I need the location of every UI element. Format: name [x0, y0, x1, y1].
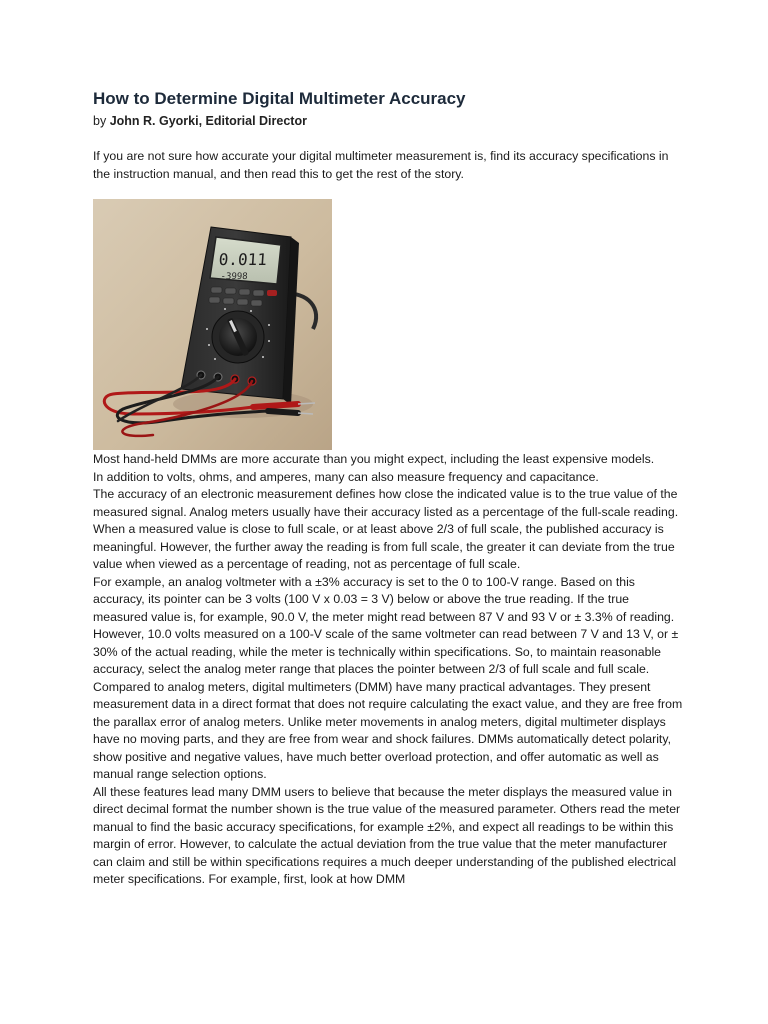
article	[93, 88, 683, 889]
body-paragraph: Compared to analog meters, digital multimeters (DMM) have many practical advantages. They present measurement data in a direct format that does not require calculating the exact value, and they are free from the parallax error of analog meters. Unlike meter movements in analog meters, digital multimeter displays have no moving parts, and they are free from wear and shock failures. DMMs automatically detect polarity, show positive and negative values, have much better overload protection, and offer automatic as well as manual range selection options.	[93, 679, 683, 781]
body-paragraph: Most hand-held DMMs are more accurate than you might expect, including the least expensive models.	[93, 452, 655, 466]
display-reading: 0.011	[218, 250, 268, 269]
body-paragraph: In addition to volts, ohms, and amperes, many can also measure frequency and capacitance.	[93, 469, 599, 484]
byline	[93, 113, 683, 129]
author-name: John R. Gyorki, Editorial Director	[109, 114, 307, 128]
intro-paragraph: If you are not sure how accurate your digital multimeter measurement is, find its accuracy specifications in the instruction manual, and then read this to get the rest of the story.	[93, 149, 669, 181]
body-paragraph: The accuracy of an electronic measurement defines how close the indicated value is to the true value of the measured signal. Analog meters usually have their accuracy listed as a percentage of the full-scale reading. When a measured value is close to full scale, or at least above 2/3 of full scale, the published accuracy is meaningful. However, the further away the reading is from full scale, the greater it can deviate from the true value when viewed as a percentage of reading, not as percentage of full scale.	[93, 487, 679, 571]
body-paragraph: For example, an analog voltmeter with a ±3% accuracy is set to the 0 to 100-V range. Based on this accuracy, its pointer can be 3 volts (100 V x 0.03 = 3 V) below or above the true reading. If the true measured value is, for example, 90.0 V, the meter might read between 87 V and 93 V or ± 3.3% of reading. However, 10.0 volts measured on a 100-V scale of the same voltmeter can read between 7 V and 13 V, or ± 30% of the actual reading, while the meter is technically within specifications. So, to maintain reasonable accuracy, select the analog meter range that places the pointer between 2/3 of full scale and full scale.	[93, 574, 679, 676]
multimeter-photo	[93, 199, 332, 450]
article-body	[93, 451, 683, 889]
display-sub-reading: -3998	[220, 272, 248, 282]
body-paragraph: All these features lead many DMM users to believe that because the meter displays the measured value in direct decimal format the number shown is the true value of the measured parameter. Others read the meter manual to find the basic accuracy specifications, for example ±2%, and expect all readings to be within this margin of error. However, to calculate the actual deviation from the true value that the meter manufacturer can claim and still be within specifications requires a much deeper understanding of the published electrical meter specifications. For example, first, look at how DMM	[93, 784, 681, 886]
article-title: How to Determine Digital Multimeter Accuracy	[93, 89, 466, 108]
byline-prefix: by	[93, 114, 110, 128]
